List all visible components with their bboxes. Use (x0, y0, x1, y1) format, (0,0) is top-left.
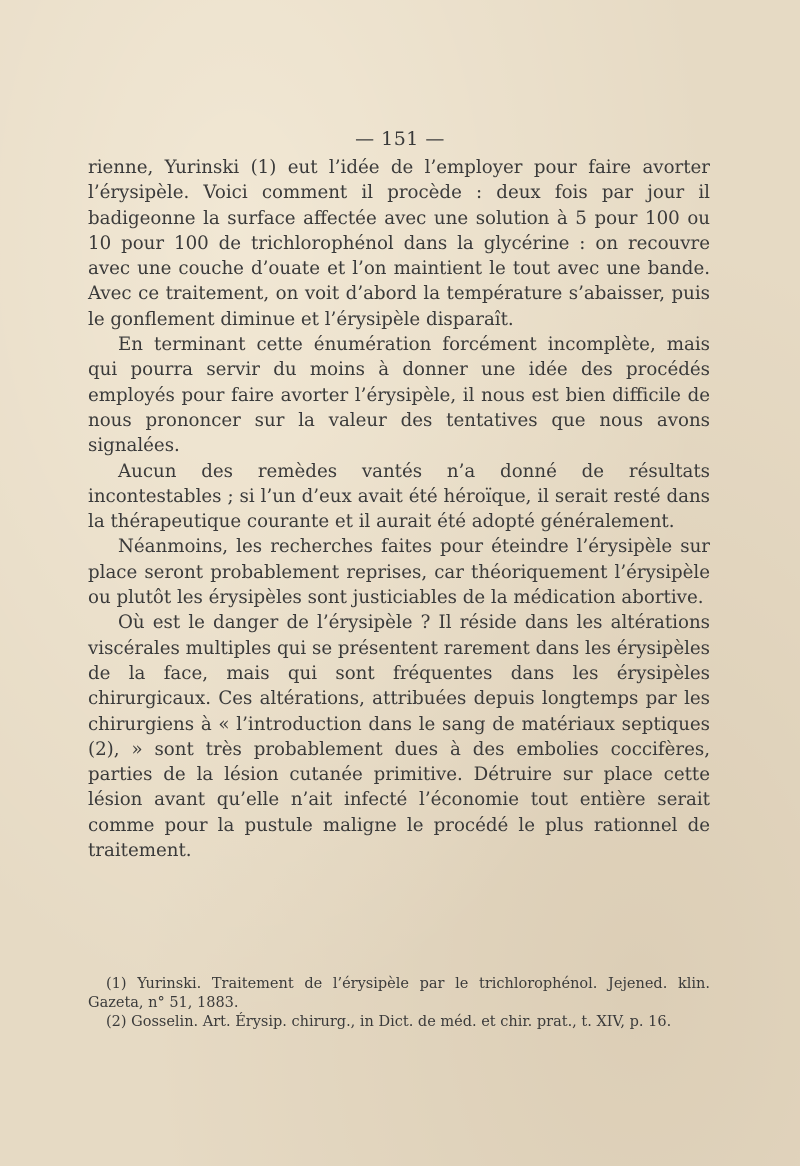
body-text (88, 155, 710, 863)
paragraph: Où est le danger de l’érysipèle ? Il réside dans les altérations viscérales multiples qui se présentent rarement dans les érysipèles de la face, mais qui sont fréquentes dans les érysipèles chirurgicaux. Ces altérations, attribuées depuis longtemps par les chirurgiens à « l’introduction dans le sang de matériaux septiques (2), » sont très probablement dues à des embolies coccifères, parties de la lésion cutanée primitive. Détruire sur place cette lésion avant qu’elle n’ait infecté l’économie tout entière serait comme pour la pustule maligne le procédé le plus rationnel de traitement. (88, 612, 710, 862)
paragraph: Néanmoins, les recherches faites pour éteindre l’érysipèle sur place seront probablement reprises, car théoriquement l’érysipèle ou plutôt les érysipèles sont justiciables de la médication abortive. (88, 536, 710, 609)
paragraph: Aucun des remèdes vantés n’a donné de résultats incontestables ; si l’un d’eux avait été héroïque, il serait resté dans la thérapeutique courante et il aurait été adopté généralement. (88, 460, 710, 533)
paragraph: rienne, Yurinski (1) eut l’idée de l’employer pour faire avorter l’érysipèle. Voici comment il procède : deux fois par jour il badigeonne la surface affectée avec une solution à 5 pour 100 ou 10 pour 100 de trichlorophénol dans la glycérine : on recouvre avec une couche d’ouate et l’on maintient le tout avec une bande. Avec ce traitement, on voit d’abord la température s’abaisser, puis le gonflement diminue et l’érysipèle disparaît. (88, 157, 710, 330)
page-number: — 151 — (355, 128, 445, 150)
paragraph: En terminant cette énumération forcément incomplète, mais qui pourra servir du moins à donner une idée des procédés employés pour faire avorter l’érysipèle, il nous est bien difficile de nous prononcer sur la valeur des tentatives que nous avons signalées. (88, 334, 710, 457)
footnote: (2) Gosselin. Art. Érysip. chirurg., in Dict. de méd. et chir. prat., t. XIV, p. 16. (106, 1014, 672, 1030)
footnotes (88, 975, 710, 1032)
footnote: (1) Yurinski. Traitement de l’érysipèle par le trichlorophénol. Jejened. klin. Gazeta, n° 51, 1883. (88, 976, 710, 1011)
